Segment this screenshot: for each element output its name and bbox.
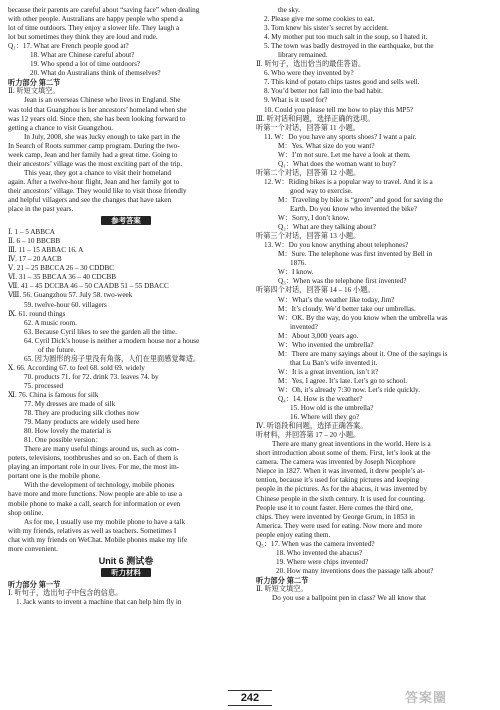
dialogue-line: M：Traveling by bike is “green” and good for saving the: [278, 195, 443, 204]
text-line: lot of time outdoors. They enjoy a slower life. They laugh a: [8, 24, 180, 33]
question-line: Q₄：14. How is the weather?: [278, 395, 363, 404]
dialogue-line: Q₃：When was the telephone first invented?: [278, 277, 407, 286]
essay-line: more convenient.: [8, 544, 58, 553]
answer-line: Ⅹ. 66. According 67. to feel 68. sold 69. widely: [8, 363, 145, 372]
text-line: In Search of Roots summer camp program. During the two-: [8, 141, 180, 150]
section-subheading: Ⅳ. 听语段和问题，选择正确答案。: [256, 422, 368, 431]
essay-line: portant one is the mobile phone.: [8, 472, 101, 481]
text-line: 听第四个对话，回答第 14 – 16 小题。: [256, 286, 375, 295]
answer-line: Ⅲ. 11 – 15 ABBAC 16. A: [8, 246, 84, 255]
answer-line: 78. They are producing silk clothes now: [24, 409, 140, 418]
dialogue-line: good way to exercise.: [290, 186, 353, 195]
dialogue-line: that Lu Ban’s wife invented it.: [290, 358, 378, 367]
answer-line: of the future.: [38, 345, 76, 354]
text-line: their ancestors’ village. They would like to visit those friendly: [8, 186, 187, 195]
essay-line: There are many useful things around us, such as com-: [24, 445, 179, 454]
text-line: again. After a twelve-hour flight, Jean and her family got to: [8, 177, 180, 186]
text-line: because their parents are careful about “saving face” when dealing: [8, 6, 200, 14]
dialogue-line: 13. W：Do you know anything about telephones?: [264, 241, 409, 250]
listening-banner: 听力材料: [101, 568, 151, 577]
dialogue-line: W：Sorry, I don’t know.: [278, 214, 350, 223]
answer-line: Ⅰ. 1 – 5 ABBCA: [8, 228, 55, 237]
text-line: 听第二个对话，回答第 12 小题。: [256, 168, 361, 177]
dialogue-line: M：It’s cloudy. We’d better take our umbrellas.: [278, 304, 416, 313]
text-line: was 12 years old. Since then, she has been looking forward to: [8, 114, 186, 123]
text-line: 7. This kind of potato chips tastes good and sells well.: [264, 78, 420, 87]
essay-line: shop online.: [8, 508, 44, 517]
answer-line: 79. Many products are widely used here: [24, 418, 140, 427]
question-line: 20. How many inventions does the passage talk about?: [276, 566, 434, 575]
answer-line: Ⅸ. 61. round things: [8, 309, 66, 318]
text-line: 8. You’d better not fall into the bad habit.: [264, 87, 383, 96]
section-subheading: Ⅱ. 听短文填空。: [8, 87, 60, 96]
text-line: Chinese people in the sixth century. It is used for counting.: [256, 494, 426, 503]
text-line: There are many great inventions in the world. Here is a: [272, 440, 431, 449]
answer-line: Ⅶ. 41 – 45 DCCBA 46 – 50 CAADB 51 – 55 DBACC: [8, 282, 169, 291]
answer-line: 80. How lovely the material is: [24, 427, 112, 436]
essay-line: with my friends, relatives as well as teachers. Sometimes I: [8, 526, 177, 535]
page-number: 242: [228, 690, 272, 706]
essay-line: playing an important role in our lives. For me, the most im-: [8, 463, 180, 472]
answers-banner: 参考答案: [101, 216, 151, 225]
text-line: Do you use a ballpoint pen in class? We all know that: [272, 594, 426, 603]
answer-line: Ⅳ. 17 – 20 AACB: [8, 255, 62, 264]
answer-line: 70. products 71. for 72. drink 73. leaves 74. by: [24, 372, 159, 381]
essay-line: puters, televisions, toothbrushes and so on. Each of them is: [8, 454, 179, 463]
page-footer: [0, 690, 500, 706]
text-line: Niepce in 1827. When it was invented, it drew people’s at-: [256, 467, 425, 476]
answer-line: 63. Because Cyril likes to see the garden all the time.: [24, 327, 177, 336]
text-line: 听第三个对话，回答第 13 小题。: [256, 232, 361, 241]
text-line: lot but sometimes they think they are loud and rude.: [8, 33, 158, 42]
text-line: camera. The camera was invented by Joseph Nicephore: [256, 458, 416, 467]
dialogue-line: M：Yes, I agree. It’s late. Let’s go to school.: [278, 376, 408, 385]
text-line: chips. They were invented by George Grum, in 1853 in: [256, 512, 415, 521]
essay-line: mobile phone to make a call, search for information or even: [8, 499, 181, 508]
dialogue-line: 12. W：Riding bikes is a popular way to travel. And it is a: [264, 177, 433, 186]
text-line: library remained.: [278, 51, 328, 60]
dialogue-line: W：OK. By the way, do you know when the umbrella was: [278, 313, 448, 322]
section-heading: 听力部分 第二节: [8, 78, 61, 88]
section-heading: 听力部分 第二节: [256, 575, 309, 585]
question-line: 19. Who spend a lot of time outdoors?: [30, 60, 141, 69]
question-line: 16. Where will they go?: [290, 413, 360, 422]
dialogue-line: Q₂：What are they talking about?: [278, 223, 376, 232]
question-line: 18. What are Chinese careful about?: [30, 51, 135, 60]
dialogue-line: M：About 3,000 years ago.: [278, 331, 359, 340]
answer-line: 64. Cyril Dick’s house is neither a modern house nor a house: [24, 336, 200, 345]
essay-line: As for me, I usually use my mobile phone to have a talk: [24, 517, 186, 526]
text-line: and helpful villagers and see the changes that have taken: [8, 195, 172, 204]
text-line: their ancestors’ village was the most exciting part of the trip.: [8, 159, 183, 168]
text-line: 1. Jack wants to invent a machine that can help him fly in: [16, 598, 182, 606]
question-line: Q₁：17. What are French people good at?: [8, 42, 129, 51]
dialogue-line: W：Oh, it’s already 7:30 now. Let’s ride quickly.: [278, 385, 420, 394]
text-line: people enjoy eating them.: [256, 530, 331, 539]
answer-line: Ⅷ. 56. Guangzhou 57. July 58. two-week: [8, 291, 133, 300]
answer-line: 77. My dresses are made of silk: [24, 400, 116, 409]
section-subheading: Ⅱ. 听句子，选出恰当的最佳答语。: [256, 60, 366, 69]
answer-line: 65. 因为圆形的房子里没有角落，人们在里面感觉舞适。: [24, 354, 201, 363]
text-line: tention, because it’s used for taking pictures and keeping: [256, 476, 420, 485]
dialogue-line: W：I know.: [278, 268, 314, 277]
question-line: Q₅：17. When was the camera invented?: [256, 539, 375, 548]
dialogue-line: Q₁：What does the woman want to buy?: [278, 159, 396, 168]
listening-banner-wrap: [8, 568, 244, 578]
section-subheading: Ⅰ. 听句子，选出句子中包含的信息。: [8, 588, 123, 597]
text-line: people in the pictures. As for the abacus, it was invented by: [256, 485, 428, 494]
text-line: with other people. Australians are happy people who spend a: [8, 15, 183, 24]
answer-line: 81. One possible version：: [24, 436, 103, 445]
text-line: place in the past years.: [8, 205, 74, 214]
answer-line: 62. A music room.: [24, 318, 77, 327]
text-line: 4. My mother put too much salt in the soup, so I hated it.: [264, 33, 428, 42]
text-line: getting a chance to visit Guangzhou.: [8, 123, 113, 132]
dialogue-line: W：I’m not sure. Let me have a look at them.: [278, 150, 411, 159]
essay-line: With the development of technology, mobile phones: [24, 481, 175, 490]
text-line: 5. The town was badly destroyed in the earthquake, but the: [264, 42, 434, 51]
text-line: 听第一个对话，回答第 11 小题。: [256, 123, 360, 132]
text-line: 2. Please give me some cookies to eat.: [264, 15, 375, 24]
text-line: Jean is an overseas Chinese who lives in England. She: [24, 96, 181, 105]
text-line: short introduction about some of them. First, let’s look at the: [256, 449, 431, 458]
text-line: In July, 2008, she was lucky enough to take part in the: [24, 132, 181, 141]
dialogue-line: 1876.: [290, 259, 307, 268]
left-column: [8, 6, 244, 607]
right-column: [256, 6, 494, 603]
dialogue-line: W：It is a great invention, isn’t it?: [278, 367, 379, 376]
text-line: the sky.: [278, 6, 300, 14]
answer-line: 75. processed: [24, 381, 64, 390]
dialogue-line: invented?: [290, 322, 318, 331]
section-heading: 听力部分 第一节: [8, 579, 61, 589]
answer-line: Ⅺ. 76. China is famous for silk: [8, 390, 99, 399]
watermark-logo: 答案圈: [405, 690, 448, 705]
dialogue-line: 11. W：Do you have any sports shoes? I want a pair.: [264, 132, 417, 141]
answer-line: Ⅵ. 31 – 35 BBCAA 36 – 40 CDCBB: [8, 273, 117, 282]
text-line: week camp, Jean and her family had a great time. Going to: [8, 150, 178, 159]
text-line: 10. Could you please tell me how to play this MP5?: [264, 105, 414, 114]
dialogue-line: M：There are many sayings about it. One of the sayings is: [278, 349, 448, 358]
text-line: 9. What is it used for?: [264, 96, 328, 105]
answer-line: Ⅱ. 6 – 10 BBCBB: [8, 237, 61, 246]
answers-banner-wrap: [8, 216, 244, 226]
text-line: 6. Who were they invented by?: [264, 69, 354, 78]
section-subheading: Ⅱ. 听短文填空。: [256, 585, 308, 593]
unit-title: Unit 6 测试卷: [98, 555, 154, 566]
essay-line: have more and more functions. Now people are able to use a: [8, 490, 183, 499]
text-line: This year, they got a chance to visit their homeland: [24, 168, 172, 177]
text-line: was told that Guangzhou is her ancestors’ homeland when she: [8, 105, 187, 114]
answer-line: Ⅴ. 21 – 25 BBCCA 26 – 30 CDDBC: [8, 264, 115, 273]
text-line: People use it to count faster. Here comes the third one,: [256, 503, 413, 512]
text-line: America. They were used for eating. Now more and more: [256, 521, 423, 530]
question-line: 15. How old is the umbrella?: [290, 404, 374, 413]
dialogue-line: W：Who invented the umbrella?: [278, 340, 374, 349]
text-line: 3. Tom knew his sister’s secret by accident.: [264, 24, 389, 33]
question-line: 20. What do Australians think of themselves?: [30, 69, 161, 78]
dialogue-line: M：Yes. What size do you want?: [278, 141, 375, 150]
dialogue-line: W：What’s the weather like today, Jim?: [278, 295, 395, 304]
dialogue-line: M：Sure. The telephone was first invented by Bell in: [278, 250, 433, 259]
text-line: 听材料，并回答第 17 – 20 小题。: [256, 431, 361, 440]
answer-line: 59. twelve-hour 60. villagers: [24, 300, 107, 309]
essay-line: chat with my friends on WeChat. Mobile phones make my life: [8, 535, 188, 544]
dialogue-line: Earth. Do you know who invented the bike?: [290, 205, 417, 214]
section-subheading: Ⅲ. 听对话和问题，选择正确的选项。: [256, 114, 375, 123]
question-line: 18. Who invented the abacus?: [276, 548, 363, 557]
question-line: 19. Where were chips invented?: [276, 557, 369, 566]
